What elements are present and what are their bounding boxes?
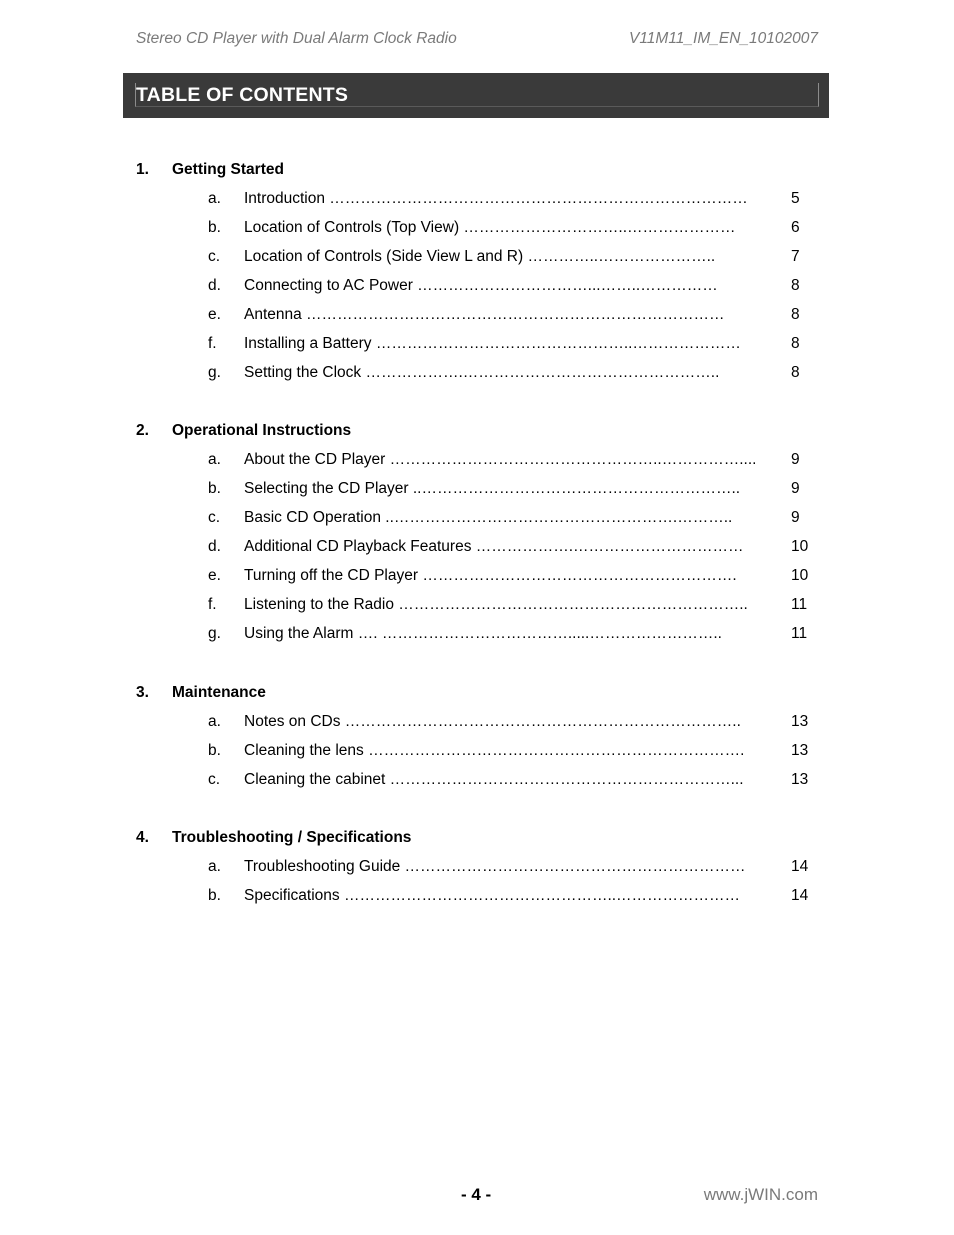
section-title: Getting Started — [172, 161, 284, 178]
toc-entry-letter: e. — [208, 306, 221, 323]
section-number: 3. — [136, 684, 149, 701]
toc-entry[interactable] — [208, 334, 818, 354]
toc-entry[interactable] — [208, 595, 818, 615]
toc-entry-letter: b. — [208, 742, 221, 759]
toc-entry-letter: a. — [208, 451, 221, 468]
toc-entry-label: Antenna ……………………………………………………………………… — [244, 306, 725, 323]
toc-entry-label: Connecting to AC Power ……………………………...……..…………… — [244, 277, 718, 294]
toc-entry[interactable] — [208, 886, 818, 906]
toc-entry-label: Cleaning the lens ………………………………………………………………. — [244, 742, 745, 759]
toc-entry[interactable] — [208, 276, 818, 296]
toc-entry-page: 8 — [791, 277, 800, 294]
toc-entry-page: 10 — [791, 567, 809, 584]
toc-entry-label: Additional CD Playback Features ……………….…………………………… — [244, 538, 744, 555]
toc-entry-label: Using the Alarm …. ……………………………….....…………………….. — [244, 625, 722, 642]
section-number: 1. — [136, 161, 149, 178]
toc-entry-letter: d. — [208, 538, 221, 555]
page-title: TABLE OF CONTENTS — [136, 84, 349, 106]
toc-entry[interactable] — [208, 218, 818, 238]
toc-entry[interactable] — [208, 305, 818, 325]
toc-entry[interactable] — [208, 712, 818, 732]
section-number: 2. — [136, 422, 149, 439]
toc-entry-letter: a. — [208, 858, 221, 875]
toc-entry-letter: e. — [208, 567, 221, 584]
toc-entry-page: 11 — [791, 596, 808, 613]
toc-entry-label: Selecting the CD Player ..…………………………………………………….. — [244, 480, 741, 497]
toc-entry-label: Cleaning the cabinet …………………………………………………………... — [244, 771, 744, 788]
toc-entry-page: 14 — [791, 858, 809, 875]
toc-entry-letter: d. — [208, 277, 221, 294]
toc-entry-label: Setting the Clock ……………….………………………………………….. — [244, 364, 720, 381]
section-title: Troubleshooting / Specifications — [172, 829, 412, 846]
toc-entry[interactable] — [208, 624, 818, 644]
toc-entry-label: Turning off the CD Player ……………………………………………………. — [244, 567, 737, 584]
toc-entry-page: 11 — [791, 625, 808, 642]
toc-entry-page: 5 — [791, 190, 800, 207]
toc-entry-page: 7 — [791, 248, 800, 265]
toc-entry-letter: c. — [208, 509, 221, 526]
toc-entry[interactable] — [208, 363, 818, 383]
toc-entry[interactable] — [208, 247, 818, 267]
toc-entry-letter: c. — [208, 248, 221, 265]
toc-entry-label: Specifications ……………………………………………..…………………… — [244, 887, 741, 904]
toc-entry-page: 14 — [791, 887, 809, 904]
section-title: Maintenance — [172, 684, 266, 701]
toc-entry[interactable] — [208, 189, 818, 209]
toc-entry-label: Basic CD Operation ..……………………………………………….……….. — [244, 509, 733, 526]
toc-entry[interactable] — [208, 508, 818, 528]
toc-entry[interactable] — [208, 741, 818, 761]
toc-entry-letter: c. — [208, 771, 221, 788]
toc-entry-label: Listening to the Radio ………………………………………………………….. — [244, 596, 748, 613]
toc-entry-letter: a. — [208, 190, 221, 207]
toc-entry-label: Introduction ……………………………………………………………………… — [244, 190, 748, 207]
toc-entry-label: Location of Controls (Side View L and R) …………..………………….. — [244, 248, 716, 265]
document-code: V11M11_IM_EN_10102007 — [628, 30, 818, 47]
toc-entry-page: 8 — [791, 335, 800, 352]
toc-entry-letter: f. — [208, 335, 217, 352]
toc-entry-page: 13 — [791, 713, 809, 730]
toc-entry-label: Troubleshooting Guide ………………………………………………………… — [244, 858, 746, 875]
toc-entry-letter: a. — [208, 713, 221, 730]
toc-entry[interactable] — [208, 450, 818, 470]
toc-entry-page: 9 — [791, 509, 800, 526]
toc-entry-letter: f. — [208, 596, 217, 613]
toc-entry-label: Location of Controls (Top View) …………………………..………………… — [244, 219, 736, 236]
toc-entry[interactable] — [208, 537, 818, 557]
toc-entry-label: Installing a Battery …………………………………………..………………… — [244, 335, 741, 352]
toc-entry-letter: g. — [208, 625, 221, 642]
toc-entry-page: 6 — [791, 219, 800, 236]
toc-entry-page: 13 — [791, 771, 809, 788]
toc-entry-page: 8 — [791, 306, 800, 323]
toc-entry-page: 9 — [791, 480, 800, 497]
website-url: www.jWIN.com — [703, 1185, 818, 1204]
toc-entry-page: 8 — [791, 364, 800, 381]
section-number: 4. — [136, 829, 149, 846]
toc-entry-letter: b. — [208, 887, 221, 904]
running-header-title: Stereo CD Player with Dual Alarm Clock Radio — [136, 30, 457, 47]
toc-entry-page: 9 — [791, 451, 800, 468]
toc-entry-label: About the CD Player ……………………………………………..…………….... — [244, 451, 757, 468]
toc-entry-page: 10 — [791, 538, 809, 555]
section-title: Operational Instructions — [172, 422, 352, 439]
toc-entry-letter: g. — [208, 364, 221, 381]
toc-entry[interactable] — [208, 770, 818, 790]
toc-entry[interactable] — [208, 566, 818, 586]
toc-entry[interactable] — [208, 857, 818, 877]
toc-entry-letter: b. — [208, 480, 221, 497]
toc-entry[interactable] — [208, 479, 818, 499]
toc-entry-page: 13 — [791, 742, 809, 759]
page-number: - 4 - — [461, 1185, 492, 1204]
toc-entry-label: Notes on CDs ………………………………………………………………….. — [244, 713, 741, 730]
toc-entry-letter: b. — [208, 219, 221, 236]
